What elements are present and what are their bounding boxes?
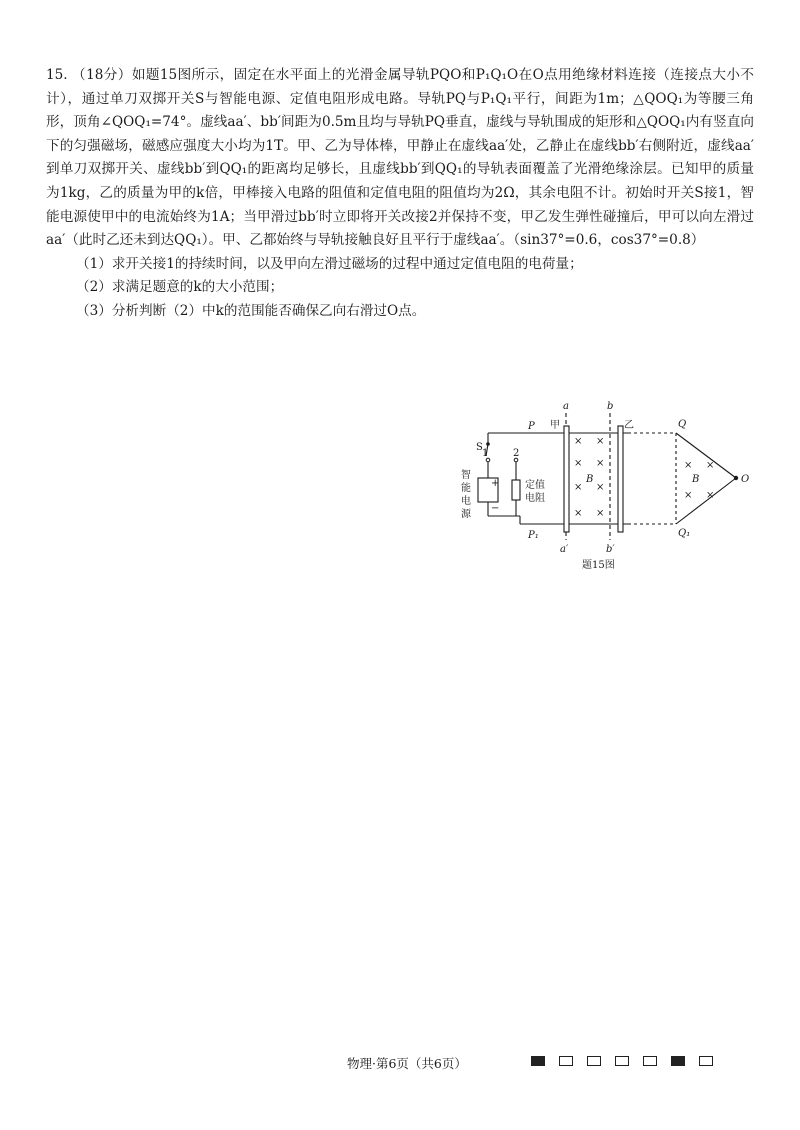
problem-15 (46, 64, 754, 324)
problem-number: 15. (46, 67, 68, 83)
field-cross: × (596, 436, 605, 447)
problem-body: （18分）如题15图所示，固定在水平面上的光滑金属导轨PQO和P₁Q₁O在O点用绝缘材料连接（连接点大小不计），通过单刀双掷开关S与智能电源、定值电阻形成电路。导轨PQ与P₁Q₁平行，间距为1m；△QOQ₁为等腰三角形，顶角∠QOQ₁=74°。虚线aa′、bb′间距为0.5m且均与导轨PQ垂直，虚线与导轨围成的矩形和△QOQ₁内有竖直向下的匀强磁场，磁感应强度大小均为1T。甲、乙为导体棒，甲静止在虚线aa′处，乙静止在虚线bb′右侧附近，虚线aa′到单刀双掷开关、虚线bb′到QQ₁的距离均足够长，且虚线bb′到QQ₁的导轨表面覆盖了光滑绝缘涂层。已知甲的质量为1kg，乙的质量为甲的k倍，甲棒接入电路的阻值和定值电阻的阻值均为2Ω，其余电阻不计。初始时开关S接1，智能电源使甲中的电流始终为1A；当甲滑过bb′时立即将开关改接2并保持不变，甲乙发生弹性碰撞后，甲可以向左滑过aa′（此时乙还未到达QQ₁）。甲、乙都始终与导轨接触良好且平行于虚线aa′。（sin37°=0.6，cos37°=0.8） (46, 67, 754, 249)
footer-mark (587, 1056, 601, 1066)
footer-mark (699, 1056, 713, 1066)
label-q: Q (678, 419, 687, 430)
label-o: O (741, 474, 750, 485)
rail-q1o (676, 478, 736, 524)
page-number: 物理·第6页（共6页） (347, 1056, 467, 1071)
label-plus: + (491, 478, 500, 489)
field-cross: × (574, 436, 583, 447)
rod-jia (564, 426, 569, 532)
label-switch: S (476, 442, 483, 453)
label-p: P (528, 421, 535, 432)
label-a: a (563, 401, 569, 412)
label-b: b (607, 401, 614, 412)
footer-mark (615, 1056, 629, 1066)
field-cross: × (684, 460, 693, 471)
problem-statement (46, 64, 754, 253)
label-contact-1: 1 (482, 448, 489, 459)
footer-marks (531, 1056, 713, 1066)
field-cross: × (596, 482, 605, 493)
resistor-label-line: 定值 (525, 480, 545, 491)
label-contact-2: 2 (513, 448, 520, 459)
label-jia: 甲 (550, 420, 560, 431)
source-label-char: 电 (461, 496, 471, 507)
figure-caption: 题15图 (582, 560, 615, 571)
question-3: （3）分析判断（2）中k的范围能否确保乙向右滑过O点。 (76, 302, 426, 319)
label-b-prime: b′ (606, 544, 615, 555)
label-minus: − (491, 503, 500, 514)
source-label-char: 智 (461, 470, 471, 481)
page-footer (0, 1052, 800, 1076)
footer-mark (643, 1056, 657, 1066)
field-cross: × (574, 458, 583, 469)
source-label-char: 能 (461, 483, 471, 494)
rod-yi (618, 426, 623, 532)
circuit-figure (448, 398, 768, 574)
question-2: （2）求满足题意的k的大小范围； (76, 279, 284, 296)
switch-pivot (486, 442, 490, 446)
source-label-char: 源 (461, 509, 471, 520)
point-o (734, 476, 738, 480)
field-cross: × (574, 508, 583, 519)
fixed-resistor (512, 480, 520, 500)
field-cross: × (596, 508, 605, 519)
field-cross: × (596, 458, 605, 469)
circuit-diagram (448, 398, 768, 574)
field-label-rect: B (586, 474, 594, 485)
field-cross: × (706, 490, 715, 501)
field-label-triangle: B (692, 474, 700, 485)
label-p1: P₁ (528, 530, 539, 541)
footer-mark (671, 1056, 685, 1066)
question-1: （1）求开关接1的持续时间，以及甲向左滑过磁场的过程中通过定值电阻的电荷量； (76, 255, 583, 272)
label-q1: Q₁ (678, 528, 691, 539)
footer-mark (531, 1056, 545, 1066)
field-cross: × (706, 460, 715, 471)
label-yi: 乙 (624, 420, 634, 431)
field-cross: × (684, 490, 693, 501)
rail-qo (676, 433, 736, 478)
resistor-label-line: 电阻 (525, 493, 545, 504)
label-a-prime: a′ (560, 544, 569, 555)
footer-mark (559, 1056, 573, 1066)
field-cross: × (574, 482, 583, 493)
